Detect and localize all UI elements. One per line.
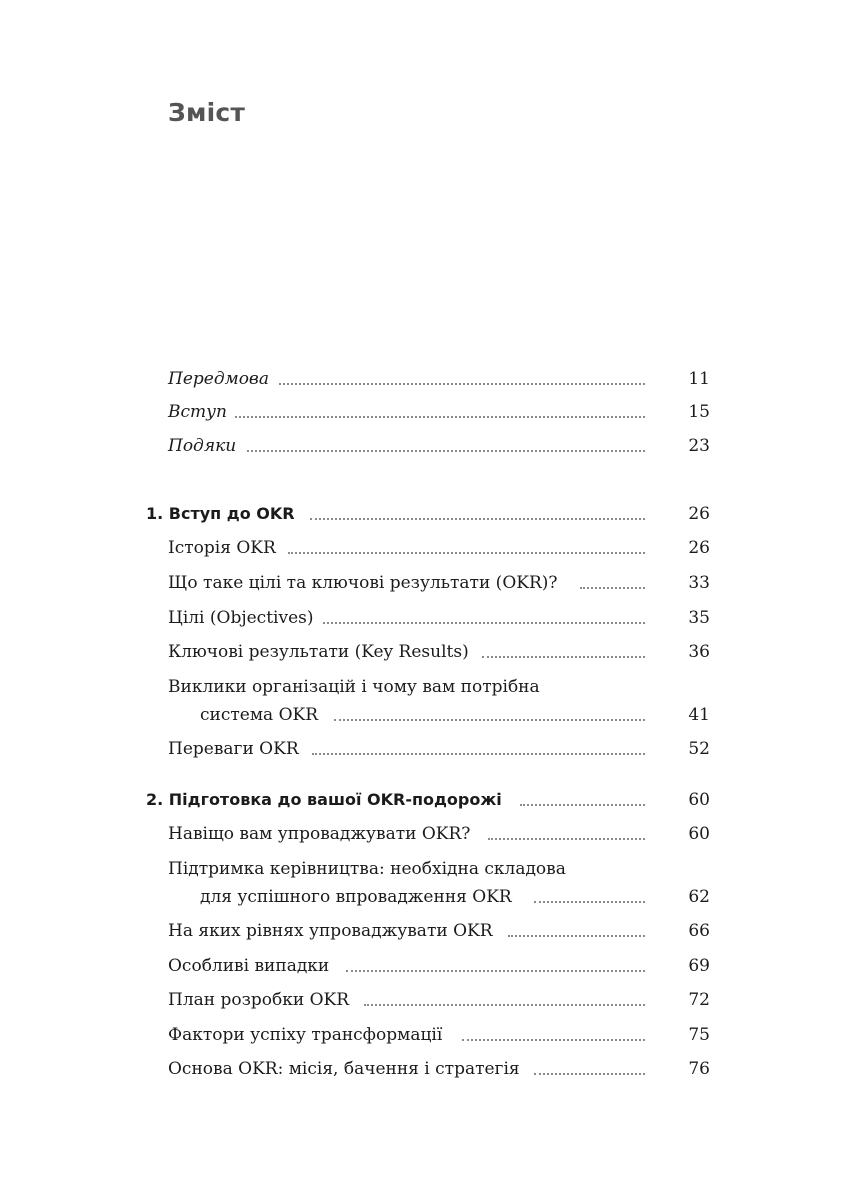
dot-leader — [520, 804, 645, 806]
dot-leader — [272, 383, 645, 385]
dot-leader — [346, 970, 645, 972]
dot-leader — [364, 1004, 645, 1006]
toc-entry-label: План розробки OKR — [168, 985, 357, 1015]
toc-page-number: 72 — [688, 990, 710, 1010]
toc-entry-label: Історія OKR — [168, 533, 284, 563]
toc-entry[interactable] — [0, 951, 848, 981]
dot-leader — [334, 719, 645, 721]
toc-entry-front-acknowledgements[interactable] — [0, 431, 848, 461]
dot-leader — [310, 518, 645, 520]
toc-page-number: 60 — [688, 790, 710, 810]
toc-entry-front-intro[interactable] — [0, 397, 848, 427]
toc-page-number: 36 — [688, 642, 710, 662]
toc-chapter-2[interactable] — [0, 785, 848, 815]
toc-page-number: 60 — [688, 824, 710, 844]
toc-page-number: 33 — [688, 573, 710, 593]
toc-entry[interactable] — [0, 985, 848, 1015]
toc-entry-line1[interactable] — [0, 672, 848, 702]
toc-page-number: 26 — [688, 538, 710, 558]
toc-entry[interactable] — [0, 603, 848, 633]
toc-entry-label: Ключові результати (Key Results) — [168, 637, 477, 667]
dot-leader — [232, 416, 645, 418]
toc-entry-label: Цілі (Objectives) — [168, 603, 322, 633]
toc-entry[interactable] — [0, 916, 848, 946]
toc-entry-label: Виклики організацій і чому вам потрібна — [168, 672, 540, 702]
dot-leader — [462, 1039, 645, 1041]
toc-entry-label: Підтримка керівництва: необхідна складова — [168, 854, 566, 884]
toc-entry-line2[interactable] — [0, 882, 848, 912]
toc-entry[interactable] — [0, 568, 848, 598]
dot-leader — [508, 935, 645, 937]
dot-leader — [482, 656, 645, 658]
toc-entry-line2[interactable] — [0, 700, 848, 730]
dot-leader — [318, 622, 645, 624]
page-title: Зміст — [168, 98, 246, 127]
toc-entry-label: Навіщо вам упроваджувати OKR? — [168, 819, 478, 849]
toc-page-number: 52 — [688, 739, 710, 759]
dot-leader — [488, 838, 645, 840]
toc-entry-label: Основа OKR: місія, бачення і стратегія — [168, 1054, 528, 1084]
toc-entry[interactable] — [0, 734, 848, 764]
toc-entry-label: система OKR — [200, 700, 326, 730]
dot-leader — [534, 901, 645, 903]
toc-entry[interactable] — [0, 819, 848, 849]
toc-chapter-label: 1. Вступ до OKR — [146, 499, 303, 529]
toc-entry-line1[interactable] — [0, 854, 848, 884]
toc-entry-label: Особливі випадки — [168, 951, 337, 981]
dot-leader — [534, 1073, 645, 1075]
toc-page-number: 15 — [688, 402, 710, 422]
toc-page-number: 62 — [688, 887, 710, 907]
toc-chapter-label: 2. Підготовка до вашої OKR-подорожі — [146, 785, 510, 815]
dot-leader — [288, 552, 645, 554]
toc-page-number: 76 — [688, 1059, 710, 1079]
toc-entry[interactable] — [0, 1054, 848, 1084]
dot-leader — [580, 587, 645, 589]
toc-entry-label: На яких рівнях упроваджувати OKR — [168, 916, 501, 946]
toc-page-number: 26 — [688, 504, 710, 524]
toc-entry[interactable] — [0, 637, 848, 667]
toc-page-number: 41 — [688, 705, 710, 725]
toc-page-number: 35 — [688, 608, 710, 628]
toc-page-number: 11 — [688, 369, 710, 389]
toc-page-number: 69 — [688, 956, 710, 976]
toc-chapter-1[interactable] — [0, 499, 848, 529]
dot-leader — [242, 450, 645, 452]
dot-leader — [312, 753, 645, 755]
toc-entry-front-preface[interactable] — [0, 364, 848, 394]
toc-entry-label: Переваги OKR — [168, 734, 307, 764]
toc-entry-label: Що таке цілі та ключові результати (OKR)? — [168, 568, 566, 598]
toc-entry-label: Подяки — [168, 431, 244, 461]
toc-page-number: 66 — [688, 921, 710, 941]
toc-entry-label: Фактори успіху трансформації — [168, 1020, 450, 1050]
toc-entry-label: Передмова — [168, 364, 277, 394]
toc-entry-label: для успішного впровадження OKR — [200, 882, 520, 912]
toc-entry[interactable] — [0, 533, 848, 563]
toc-entry[interactable] — [0, 1020, 848, 1050]
toc-page-number: 75 — [688, 1025, 710, 1045]
toc-entry-label: Вступ — [168, 397, 235, 427]
toc-page-number: 23 — [688, 436, 710, 456]
